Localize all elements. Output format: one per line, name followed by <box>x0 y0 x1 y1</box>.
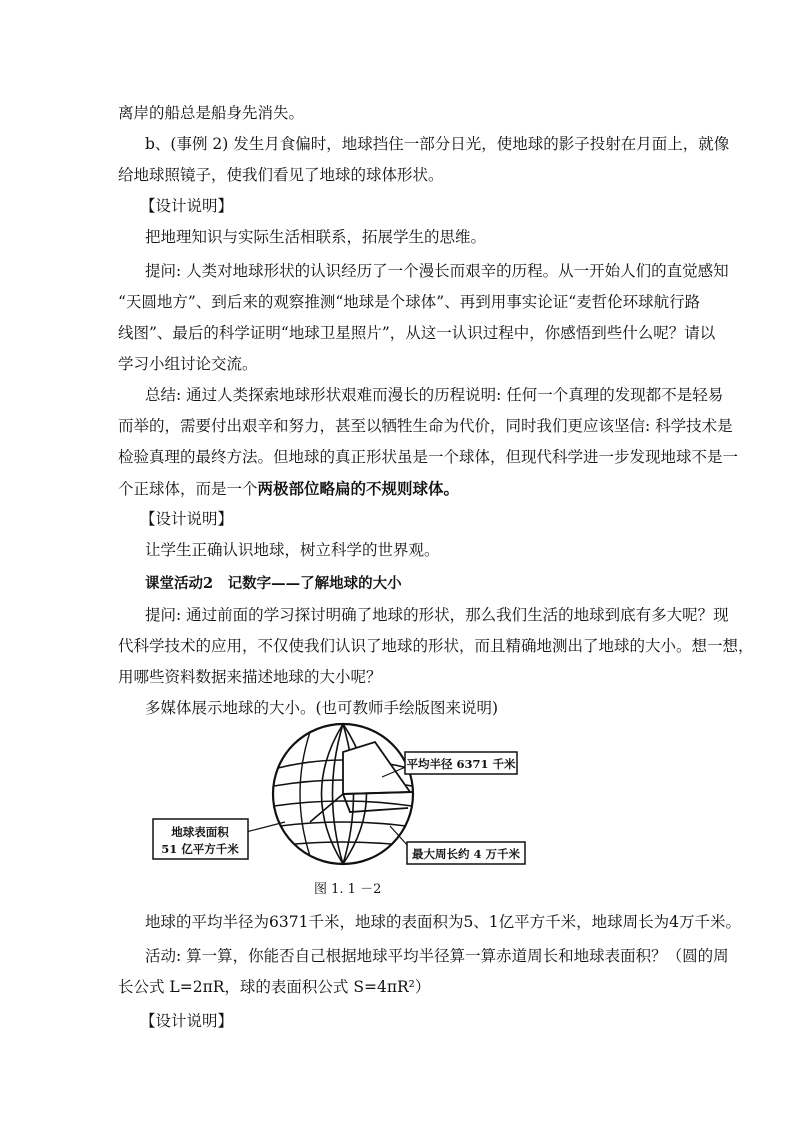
radius-label: 平均半径 6371 千米 <box>406 757 516 771</box>
paragraph-line: 离岸的船总是船身先消失。 <box>118 104 305 122</box>
paragraph-line: 把地理知识与实际生活相联系，拓展学生的思维。 <box>145 228 487 246</box>
circumference-callout <box>390 826 525 864</box>
paragraph-line: “天圆地方”、到后来的观察推测“地球是个球体”、再到用事实论证“麦哲伦环球航行路 <box>118 293 701 311</box>
text-span: 个正球体，而是一个 <box>118 480 258 498</box>
area-label-line2: 51 亿平方千米 <box>161 842 239 856</box>
figure-caption: 图 1. 1 －2 <box>314 882 382 897</box>
paragraph-line: 检验真理的最终方法。但地球的真正形状虽是一个球体，但现代科学进一步发现地球不是一 <box>118 448 739 466</box>
section-heading: 【设计说明】 <box>140 197 234 215</box>
paragraph-line: b、(事例 2) 发生月食偏时，地球挡住一部分日光，使地球的影子投射在月面上，就像 <box>145 135 730 153</box>
paragraph-line: 提问: 通过前面的学习探讨明确了地球的形状，那么我们生活的地球到底有多大呢？现 <box>145 606 729 624</box>
paragraph-line: 长公式 L=2πR，球的表面积公式 S=4πR²） <box>118 978 431 996</box>
section-heading: 【设计说明】 <box>140 510 234 528</box>
paragraph-line: 让学生正确认识地球，树立科学的世界观。 <box>145 541 440 559</box>
paragraph-line: 线图”、最后的科学证明“地球卫星照片”，从这一认识过程中，你感悟到些什么呢？请以 <box>118 324 716 342</box>
paragraph-line: 代科学技术的应用，不仅使我们认识了地球的形状，而且精确地测出了地球的大小。想一想， <box>118 637 754 655</box>
paragraph-line: 总结: 通过人类探索地球形状艰难而漫长的历程说明: 任何一个真理的发现都不是轻易 <box>145 386 724 404</box>
area-label-line1: 地球表面积 <box>171 825 229 839</box>
circumference-label: 最大周长约 4 万千米 <box>411 847 521 861</box>
paragraph-line: 提问: 人类对地球形状的认识经历了一个漫长而艰辛的历程。从一开始人们的直觉感知 <box>145 262 729 280</box>
earth-size-figure <box>150 722 530 870</box>
activity-heading: 课堂活动2 记数字——了解地球的大小 <box>145 575 402 592</box>
section-heading: 【设计说明】 <box>140 1012 234 1030</box>
paragraph-line: 用哪些资料数据来描述地球的大小呢？ <box>118 668 382 686</box>
area-callout <box>153 819 285 859</box>
paragraph-line: 多媒体展示地球的大小。(也可教师手绘版图来说明) <box>145 699 499 717</box>
paragraph-line: 活动: 算一算，你能否自己根据地球平均半径算一算赤道周长和地球表面积？（圆的周 <box>145 947 729 965</box>
globe-drawing <box>273 724 413 864</box>
bold-text: 两极部位略扁的不规则球体。 <box>257 479 460 498</box>
paragraph-line <box>118 473 459 505</box>
paragraph-line: 学习小组讨论交流。 <box>118 355 258 373</box>
paragraph-line: 地球的平均半径为6371千米，地球的表面积为5、1亿平方千米，地球周长为4万千米。 <box>145 913 742 931</box>
paragraph-line: 而举的，需要付出艰辛和努力，甚至以牺牲生命为代价，同时我们更应该坚信: 科学技术是 <box>118 417 733 435</box>
paragraph-line: 给地球照镜子，使我们看见了地球的球体形状。 <box>118 166 444 184</box>
